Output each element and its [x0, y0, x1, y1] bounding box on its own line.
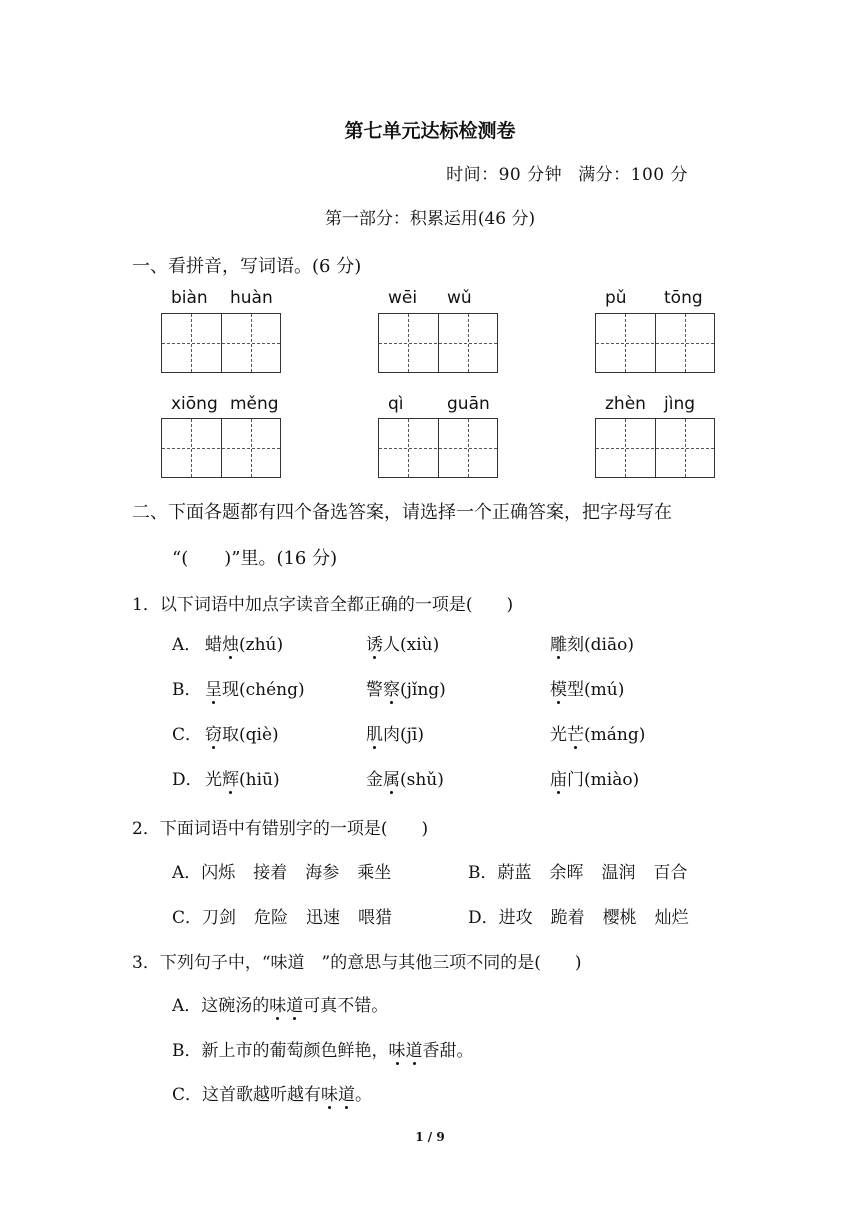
q2-word: 樱桃 — [602, 908, 637, 928]
word-suffix: (hiū) — [239, 770, 280, 790]
q1-stem: 1．以下词语中加点字读音全都正确的一项是( ) — [132, 595, 514, 615]
q3-option-a-label: A． — [172, 996, 202, 1016]
word-suffix: (shǔ) — [400, 770, 444, 790]
q1-option-word — [205, 765, 280, 790]
dotted-character: 窃 — [205, 720, 222, 745]
word-suffix: 肉(jī) — [383, 725, 424, 745]
q2-word: 刀剑 — [202, 908, 237, 928]
q3-option-b-dotted — [389, 1041, 423, 1061]
pinyin-syllable: biàn — [171, 288, 208, 308]
q2-option-a — [172, 858, 409, 883]
q2-word: 跪着 — [550, 908, 585, 928]
pinyin-syllable: wǔ — [447, 288, 472, 308]
pinyin-syllable: jìng — [664, 394, 696, 414]
q2-option-b — [468, 858, 706, 883]
pinyin-syllable: pǔ — [605, 288, 627, 308]
q2-word: 海参 — [305, 863, 340, 883]
q1-option-label: B． — [172, 680, 202, 700]
word-suffix: 刻(diāo) — [567, 635, 634, 655]
word-suffix: 人(xiù) — [383, 635, 440, 655]
exam-score: 满分：100 分 — [578, 165, 688, 185]
q1-option-word — [550, 630, 634, 655]
exam-meta — [430, 160, 688, 185]
q3-option-b-post: 香甜。 — [422, 1041, 474, 1061]
q1-option-word — [550, 675, 624, 700]
q3-option-b-label: B． — [172, 1041, 202, 1061]
dotted-character: 味 — [321, 1080, 338, 1105]
q1-option-word — [205, 720, 279, 745]
q2-word: 喂猎 — [358, 908, 393, 928]
q3-option-a-dotted — [269, 996, 303, 1016]
pinyin-syllable: wēi — [388, 288, 418, 308]
dotted-character: 味 — [269, 991, 286, 1016]
q2-word: 温润 — [601, 863, 636, 883]
word-suffix: 现(chéng) — [222, 680, 305, 700]
pinyin-syllable: xiōng — [171, 394, 218, 414]
q3-option-c-dotted — [321, 1085, 355, 1105]
q3-option-a-pre: 这碗汤的 — [201, 996, 270, 1016]
writing-box[interactable] — [595, 418, 715, 478]
q3-stem: 3．下列句子中，“味道 ”的意思与其他三项不同的是( ) — [132, 953, 582, 973]
dotted-character: 察 — [383, 675, 400, 700]
q2-word: 乘坐 — [357, 863, 392, 883]
part-heading: 第一部分：积累运用(46 分) — [324, 209, 536, 229]
word-suffix: 门(miào) — [567, 770, 640, 790]
dotted-character: 道 — [338, 1080, 355, 1105]
q1-option-label: D． — [172, 770, 203, 790]
q2-word: 闪烁 — [201, 863, 236, 883]
q2-word: 迅速 — [306, 908, 341, 928]
q3-option-c-label: C． — [172, 1085, 203, 1105]
q2-word: 蔚蓝 — [497, 863, 532, 883]
q1-option-word — [205, 630, 283, 655]
q2-word: 接着 — [253, 863, 288, 883]
word-prefix: 蜡 — [205, 635, 222, 655]
page-title: 第七单元达标检测卷 — [344, 120, 516, 142]
section2-heading-line1: 二、下面各题都有四个备选答案，请选择一个正确答案，把字母写在 — [132, 502, 672, 523]
pinyin-syllable: guān — [447, 394, 490, 414]
section1-heading: 一、看拼音，写词语。(6 分) — [132, 256, 362, 277]
pinyin-syllable: huàn — [230, 288, 273, 308]
writing-box[interactable] — [161, 418, 281, 478]
q3-option-b-pre: 新上市的葡萄颜色鲜艳， — [201, 1041, 389, 1061]
q2-option-c-label: C． — [172, 908, 203, 928]
pinyin-syllable: tōng — [664, 288, 703, 308]
q2-option-a-label: A． — [172, 863, 202, 883]
q2-word: 百合 — [653, 863, 688, 883]
dotted-character: 道 — [286, 991, 303, 1016]
q2-option-d — [468, 903, 707, 928]
dotted-character: 芒 — [567, 720, 584, 745]
word-suffix: (máng) — [584, 725, 646, 745]
word-prefix: 光 — [550, 725, 567, 745]
writing-box[interactable] — [378, 418, 498, 478]
word-prefix: 警 — [366, 680, 383, 700]
q3-option-a-post: 可真不错。 — [303, 996, 389, 1016]
q2-option-c — [172, 903, 410, 928]
section2-heading-line2: “( )”里。(16 分) — [172, 548, 338, 569]
q3-option-b — [172, 1036, 474, 1061]
dotted-character: 烛 — [222, 630, 239, 655]
q1-option-word — [366, 720, 424, 745]
word-suffix: 型(mú) — [567, 680, 625, 700]
dotted-character: 诱 — [366, 630, 383, 655]
q2-word: 灿烂 — [654, 908, 689, 928]
q1-option-word — [205, 675, 305, 700]
word-prefix: 光 — [205, 770, 222, 790]
page-number: 1 / 9 — [415, 1130, 445, 1144]
q1-option-word — [366, 765, 444, 790]
dotted-character: 辉 — [222, 765, 239, 790]
dotted-character: 庙 — [550, 765, 567, 790]
exam-time: 时间：90 分钟 — [446, 165, 563, 185]
q1-option-word — [366, 675, 446, 700]
q3-option-c-pre: 这首歌越听越有 — [202, 1085, 322, 1105]
q2-option-d-label: D． — [468, 908, 499, 928]
pinyin-syllable: zhèn — [605, 394, 646, 414]
q2-word: 危险 — [254, 908, 289, 928]
q3-option-a — [172, 991, 388, 1016]
q1-option-word — [550, 765, 639, 790]
word-suffix: (jǐng) — [400, 680, 446, 700]
word-suffix: 取(qiè) — [222, 725, 279, 745]
dotted-character: 模 — [550, 675, 567, 700]
q2-option-b-label: B． — [468, 863, 498, 883]
word-prefix: 金 — [366, 770, 383, 790]
q1-option-label: C． — [172, 725, 203, 745]
word-suffix: (zhú) — [239, 635, 284, 655]
writing-box[interactable] — [595, 313, 715, 373]
dotted-character: 雕 — [550, 630, 567, 655]
dotted-character: 呈 — [205, 675, 222, 700]
q1-option-word — [366, 630, 439, 655]
q2-word: 余晖 — [549, 863, 584, 883]
q3-option-c-post: 。 — [355, 1085, 373, 1105]
dotted-character: 道 — [406, 1036, 423, 1061]
pinyin-syllable: měng — [230, 394, 279, 414]
writing-box[interactable] — [378, 313, 498, 373]
q2-stem: 2．下面词语中有错别字的一项是( ) — [132, 819, 429, 839]
q1-option-label: A． — [172, 635, 202, 655]
dotted-character: 味 — [389, 1036, 406, 1061]
q1-option-word — [550, 720, 645, 745]
pinyin-syllable: qì — [388, 394, 404, 414]
dotted-character: 属 — [383, 765, 400, 790]
q3-option-c — [172, 1080, 372, 1105]
q2-word: 进攻 — [498, 908, 533, 928]
writing-box[interactable] — [161, 313, 281, 373]
dotted-character: 肌 — [366, 720, 383, 745]
